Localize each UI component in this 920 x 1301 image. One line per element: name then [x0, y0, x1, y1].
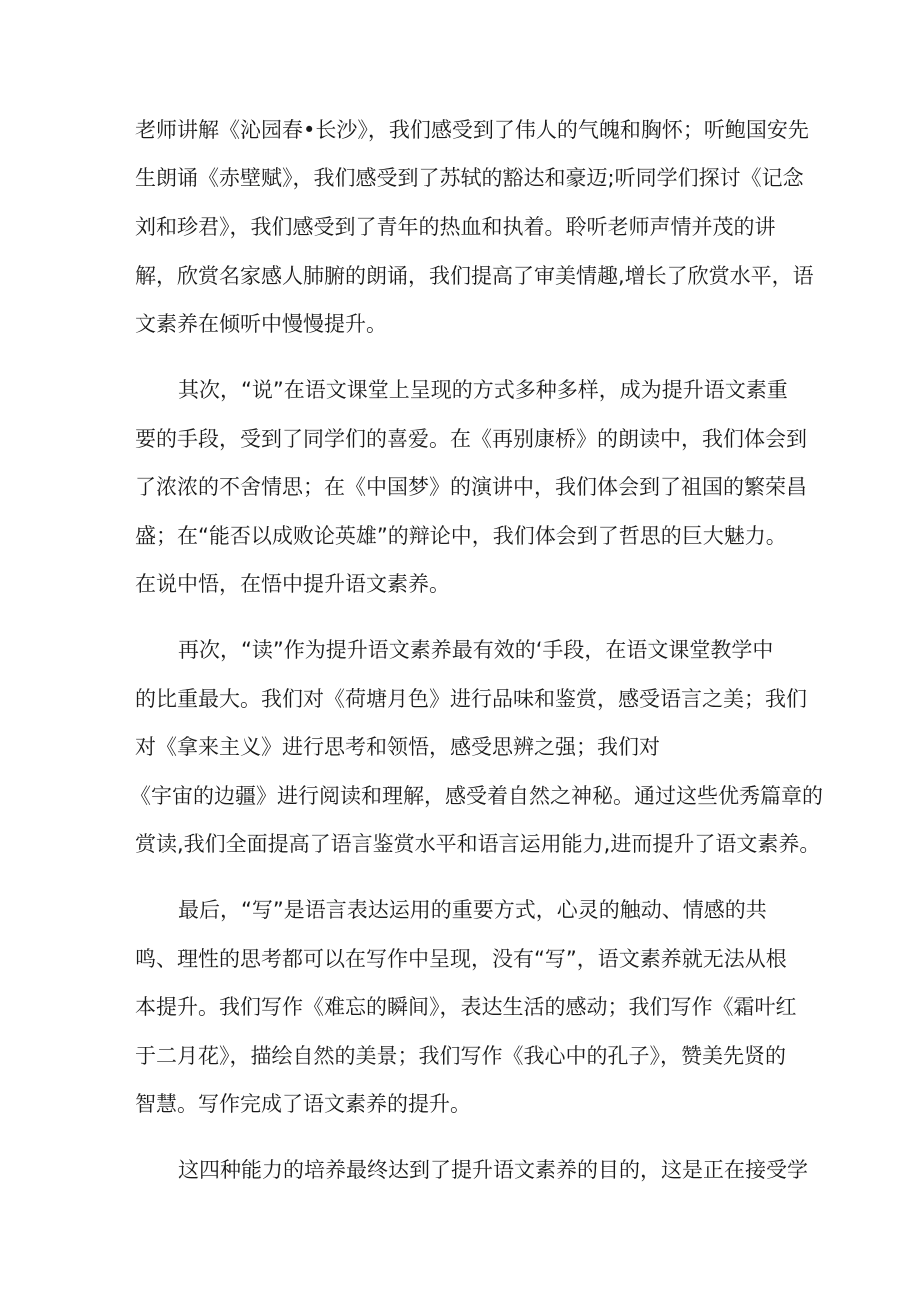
paragraph-4-line-5: 智慧。写作完成了语文素养的提升。	[135, 1092, 471, 1116]
paragraph-5-line-1: 这四种能力的培养最终达到了提升语文素养的目的，这是正在接受学	[178, 1158, 808, 1182]
paragraph-1-line-5: 文素养在倾听中慢慢提升。	[135, 312, 387, 336]
paragraph-2-line-4: 盛；在“能否以成败论英雄”的辩论中，我们体会到了哲思的巨大魅力。	[135, 524, 787, 548]
paragraph-4-line-1: 最后，“写”是语言表达运用的重要方式，心灵的触动、情感的共	[178, 898, 767, 922]
paragraph-2-line-2: 要的手段，受到了同学们的喜爱。在《再别康桥》的朗读中，我们体会到	[135, 427, 807, 451]
paragraph-2-line-1: 其次，“说”在语文课堂上呈现的方式多种多样，成为提升语文素重	[178, 378, 788, 402]
paragraph-3-line-5: 赏读,我们全面提高了语言鉴赏水平和语言运用能力,进而提升了语文素养。	[135, 832, 821, 856]
paragraph-2-line-3: 了浓浓的不舍情思；在《中国梦》的演讲中，我们体会到了祖国的繁荣昌	[135, 475, 807, 499]
paragraph-4-line-2: 鸣、理性的思考都可以在写作中呈现，没有“写”，语文素养就无法从根	[135, 947, 787, 971]
paragraph-3-line-2: 的比重最大。我们对《荷塘月色》进行品味和鉴赏，感受语言之美；我们	[135, 687, 807, 711]
paragraph-3-line-4: 《宇宙的边疆》进行阅读和理解，感受着自然之神秘。通过这些优秀篇章的	[130, 784, 823, 808]
paragraph-4-line-3: 本提升。我们写作《难忘的瞬间》，表达生活的感动；我们写作《霜叶红	[135, 995, 797, 1019]
paragraph-3-line-1: 再次，“读”作为提升语文素养最有效的‘手段，在语文课堂教学中	[178, 638, 774, 662]
paragraph-2-line-5: 在说中悟，在悟中提升语文素养。	[135, 572, 450, 596]
paragraph-1-line-1: 老师讲解《沁园春•长沙》，我们感受到了伟人的气魄和胸怀；听鲍国安先	[135, 118, 809, 142]
paragraph-1-line-2: 生朗诵《赤壁赋》，我们感受到了苏轼的豁达和豪迈;听同学们探讨《记念	[135, 166, 804, 190]
paragraph-3-line-3: 对《拿来主义》进行思考和领悟，感受思辨之强；我们对	[135, 735, 660, 759]
paragraph-4-line-4: 于二月花》，描绘自然的美景；我们写作《我心中的孔子》，赞美先贤的	[135, 1044, 786, 1068]
paragraph-1-line-4: 解，欣赏名家感人肺腑的朗诵，我们提高了审美情趣,增长了欣赏水平，语	[135, 264, 814, 288]
paragraph-1-line-3: 刘和珍君》，我们感受到了青年的热血和执着。聆听老师声情并茂的讲	[135, 215, 776, 239]
